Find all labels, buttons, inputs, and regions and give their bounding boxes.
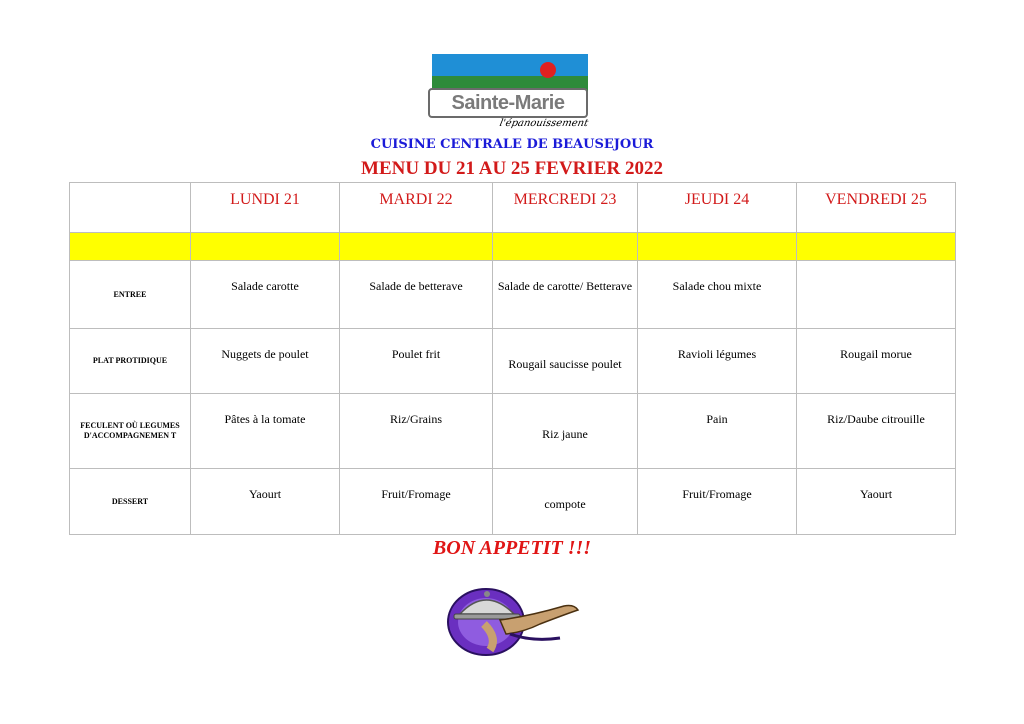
row-label-dessert: DESSERT [70, 469, 191, 535]
menu-cell [797, 261, 956, 329]
menu-cell: Salade de carotte/ Betterave [493, 261, 638, 329]
menu-cell: Riz jaune [493, 394, 638, 469]
corner-cell [70, 183, 191, 233]
highlight-row [70, 233, 956, 261]
day-header: LUNDI 21 [191, 183, 340, 233]
waiter-serving-dish-icon [440, 580, 584, 656]
day-header: VENDREDI 25 [797, 183, 956, 233]
menu-cell: Rougail saucisse poulet [493, 329, 638, 394]
menu-cell: Salade chou mixte [638, 261, 797, 329]
table-row [70, 329, 956, 394]
kitchen-title: CUISINE CENTRALE DE BEAUSEJOUR [370, 137, 654, 152]
day-header: MARDI 22 [340, 183, 493, 233]
logo-tagline: l'épanouissement [498, 118, 590, 129]
day-header-row [70, 183, 956, 233]
menu-cell: Fruit/Fromage [340, 469, 493, 535]
row-label-entree: ENTREE [70, 261, 191, 329]
menu-cell: Riz/Grains [340, 394, 493, 469]
menu-cell: Fruit/Fromage [638, 469, 797, 535]
menu-table [69, 182, 956, 535]
table-row [70, 261, 956, 329]
menu-cell: Ravioli légumes [638, 329, 797, 394]
menu-cell: Salade carotte [191, 261, 340, 329]
row-label-plat: PLAT PROTIDIQUE [70, 329, 191, 394]
menu-title: MENU DU 21 AU 25 FEVRIER 2022 [361, 158, 663, 179]
day-header: JEUDI 24 [638, 183, 797, 233]
table-row [70, 469, 956, 535]
bon-appetit-text: BON APPETIT !!! [432, 537, 592, 559]
table-row [70, 394, 956, 469]
menu-cell: Pâtes à la tomate [191, 394, 340, 469]
menu-cell: Yaourt [191, 469, 340, 535]
menu-cell: Riz/Daube citrouille [797, 394, 956, 469]
day-header: MERCREDI 23 [493, 183, 638, 233]
logo-sun [540, 62, 556, 78]
menu-cell: Yaourt [797, 469, 956, 535]
sainte-marie-logo [428, 54, 592, 138]
logo-name: Sainte-Marie [428, 88, 588, 118]
menu-cell: Rougail morue [797, 329, 956, 394]
menu-cell: Nuggets de poulet [191, 329, 340, 394]
menu-cell: Salade de betterave [340, 261, 493, 329]
menu-cell: Poulet frit [340, 329, 493, 394]
row-label-feculent: FECULENT OÙ LEGUMES D'ACCOMPAGNEMEN T [70, 394, 191, 469]
menu-cell: compote [493, 469, 638, 535]
menu-cell: Pain [638, 394, 797, 469]
